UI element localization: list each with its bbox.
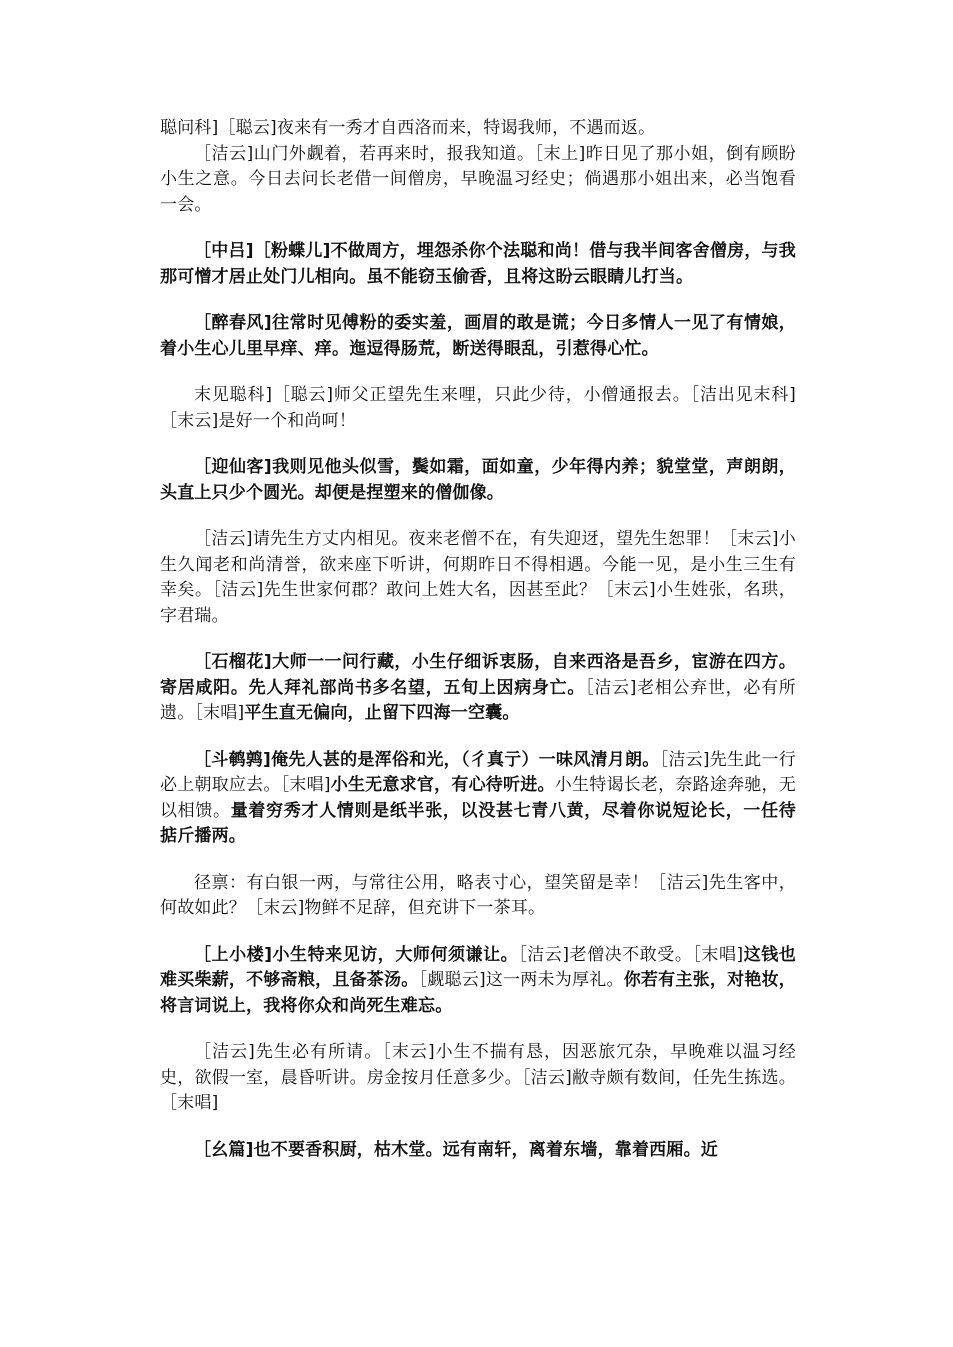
dialogue-text: 径禀：有白银一两，与常往公用，略表寸心，望笑留是幸！［洁云]先生客中，何故如此？［末云]物鲜不足辞，但充讲下一茶耳。 xyxy=(160,872,796,918)
song-text: ［醉春风]往常时见傅粉的委实羞，画眉的敢是谎；今日多情人一见了有情娘，着小生心儿里早痒、痒。迤逗得肠荒，断送得眼乱，引惹得心忙。 xyxy=(160,313,796,359)
paragraph xyxy=(160,871,796,922)
song-text: ［幺篇]也不要香积厨，枯木堂。远有南轩，离着东墙，靠着西厢。近 xyxy=(194,1139,718,1160)
song-text: ［斗鹌鹑]俺先人甚的是浑俗和光，（彳真亍）一味风清月朗。 xyxy=(194,749,660,770)
song-text: ［石榴花]大师一一问行藏，小生仔细诉衷肠，自来西洛是吾乡，宦游在四方。寄居咸阳。先人拜礼部尚书多名望，五旬上因病身亡。 xyxy=(160,652,796,698)
dialogue-text: 小生特谒长老，奈路途奔驰，无以相馈。 xyxy=(160,775,796,821)
paragraph xyxy=(160,383,796,434)
dialogue-text: ［洁云]山门外觑着，若再来时，报我知道。［末上]昨日见了那小姐，倒有顾盼小生之意。今日去问长老借一间僧房，早晚温习经史；倘遇那小姐出来，必当饱看一会。 xyxy=(160,143,796,215)
song-paragraph xyxy=(160,239,796,290)
paragraph xyxy=(160,527,796,629)
dialogue-text: ［觑聪云]这一两未为厚礼。 xyxy=(418,970,624,990)
dialogue-text: 末见聪科]［聪云]师父正望先生来哩，只此少待，小僧通报去。［洁出见末科]［末云]是好一个和尚呵！ xyxy=(160,385,796,431)
song-text: ［迎仙客]我则见他头似雪，鬓如霜，面如童，少年得内养；貌堂堂，声朗朗，头直上只少个圆光。却便是捏塑来的僧伽像。 xyxy=(160,457,796,503)
paragraph xyxy=(160,1040,796,1117)
paragraph xyxy=(160,142,796,219)
mixed-paragraph xyxy=(160,748,796,850)
dialogue-text: 聪问科]［聪云]夜来有一秀才自西洛而来，特谒我师，不遇而返。 xyxy=(160,118,656,138)
song-text: 小生无意求官，有心待听进。 xyxy=(330,775,555,795)
paragraph xyxy=(160,116,796,142)
song-text: 这钱也难买柴薪，不够斋粮，且备茶汤。 xyxy=(160,944,797,990)
mixed-paragraph xyxy=(160,650,796,727)
mixed-paragraph xyxy=(160,943,796,1020)
song-text: 量着穷秀才人情则是纸半张，以没甚七青八黄，尽着你说短论长，一任待掂斤播两。 xyxy=(160,800,796,846)
dialogue-text: ［洁云]请先生方丈内相见。夜来老僧不在，有失迎迓，望先生恕罪！［末云]小生久闻老和尚清誉，欲来座下听讲，何期昨日不得相遇。今能一见，是小生三生有幸矣。［洁云]先生世家何郡？敢问上姓大名，因甚至此？［末云]小生姓张，名珙，字君瑞。 xyxy=(160,529,796,626)
dialogue-text: ［洁云]老僧决不敢受。［末唱] xyxy=(518,944,744,965)
song-text: 平生直无偏向，止留下四海一空囊。 xyxy=(244,703,520,723)
song-paragraph xyxy=(160,1138,796,1164)
dialogue-text: ［洁云]老相公弃世，必有所遗。［末唱] xyxy=(160,677,796,723)
document-page xyxy=(160,116,796,1163)
song-paragraph xyxy=(160,311,796,362)
dialogue-text: ［洁云]先生必有所请。［末云]小生不揣有恳，因恶旅冗杂，早晚难以温习经史，欲假一室，晨昏听讲。房金按月任意多少。［洁云]敝寺颇有数间，任先生拣选。［末唱] xyxy=(160,1042,796,1113)
song-paragraph xyxy=(160,455,796,506)
song-text: 你若有主张，对艳妆，将言词说上，我将你众和尚死生难忘。 xyxy=(160,970,797,1016)
dialogue-text: ［洁云]先生此一行必上朝取应去。［末唱] xyxy=(160,749,796,795)
song-text: ［上小楼]小生特来见访，大师何须谦让。 xyxy=(194,944,519,965)
song-text: ［中吕]［粉蝶儿]不做周方，埋怨杀你个法聪和尚！借与我半间客舍僧房，与我那可憎才居止处门儿相向。虽不能窃玉偷香，且将这盼云眼睛儿打当。 xyxy=(160,241,796,287)
